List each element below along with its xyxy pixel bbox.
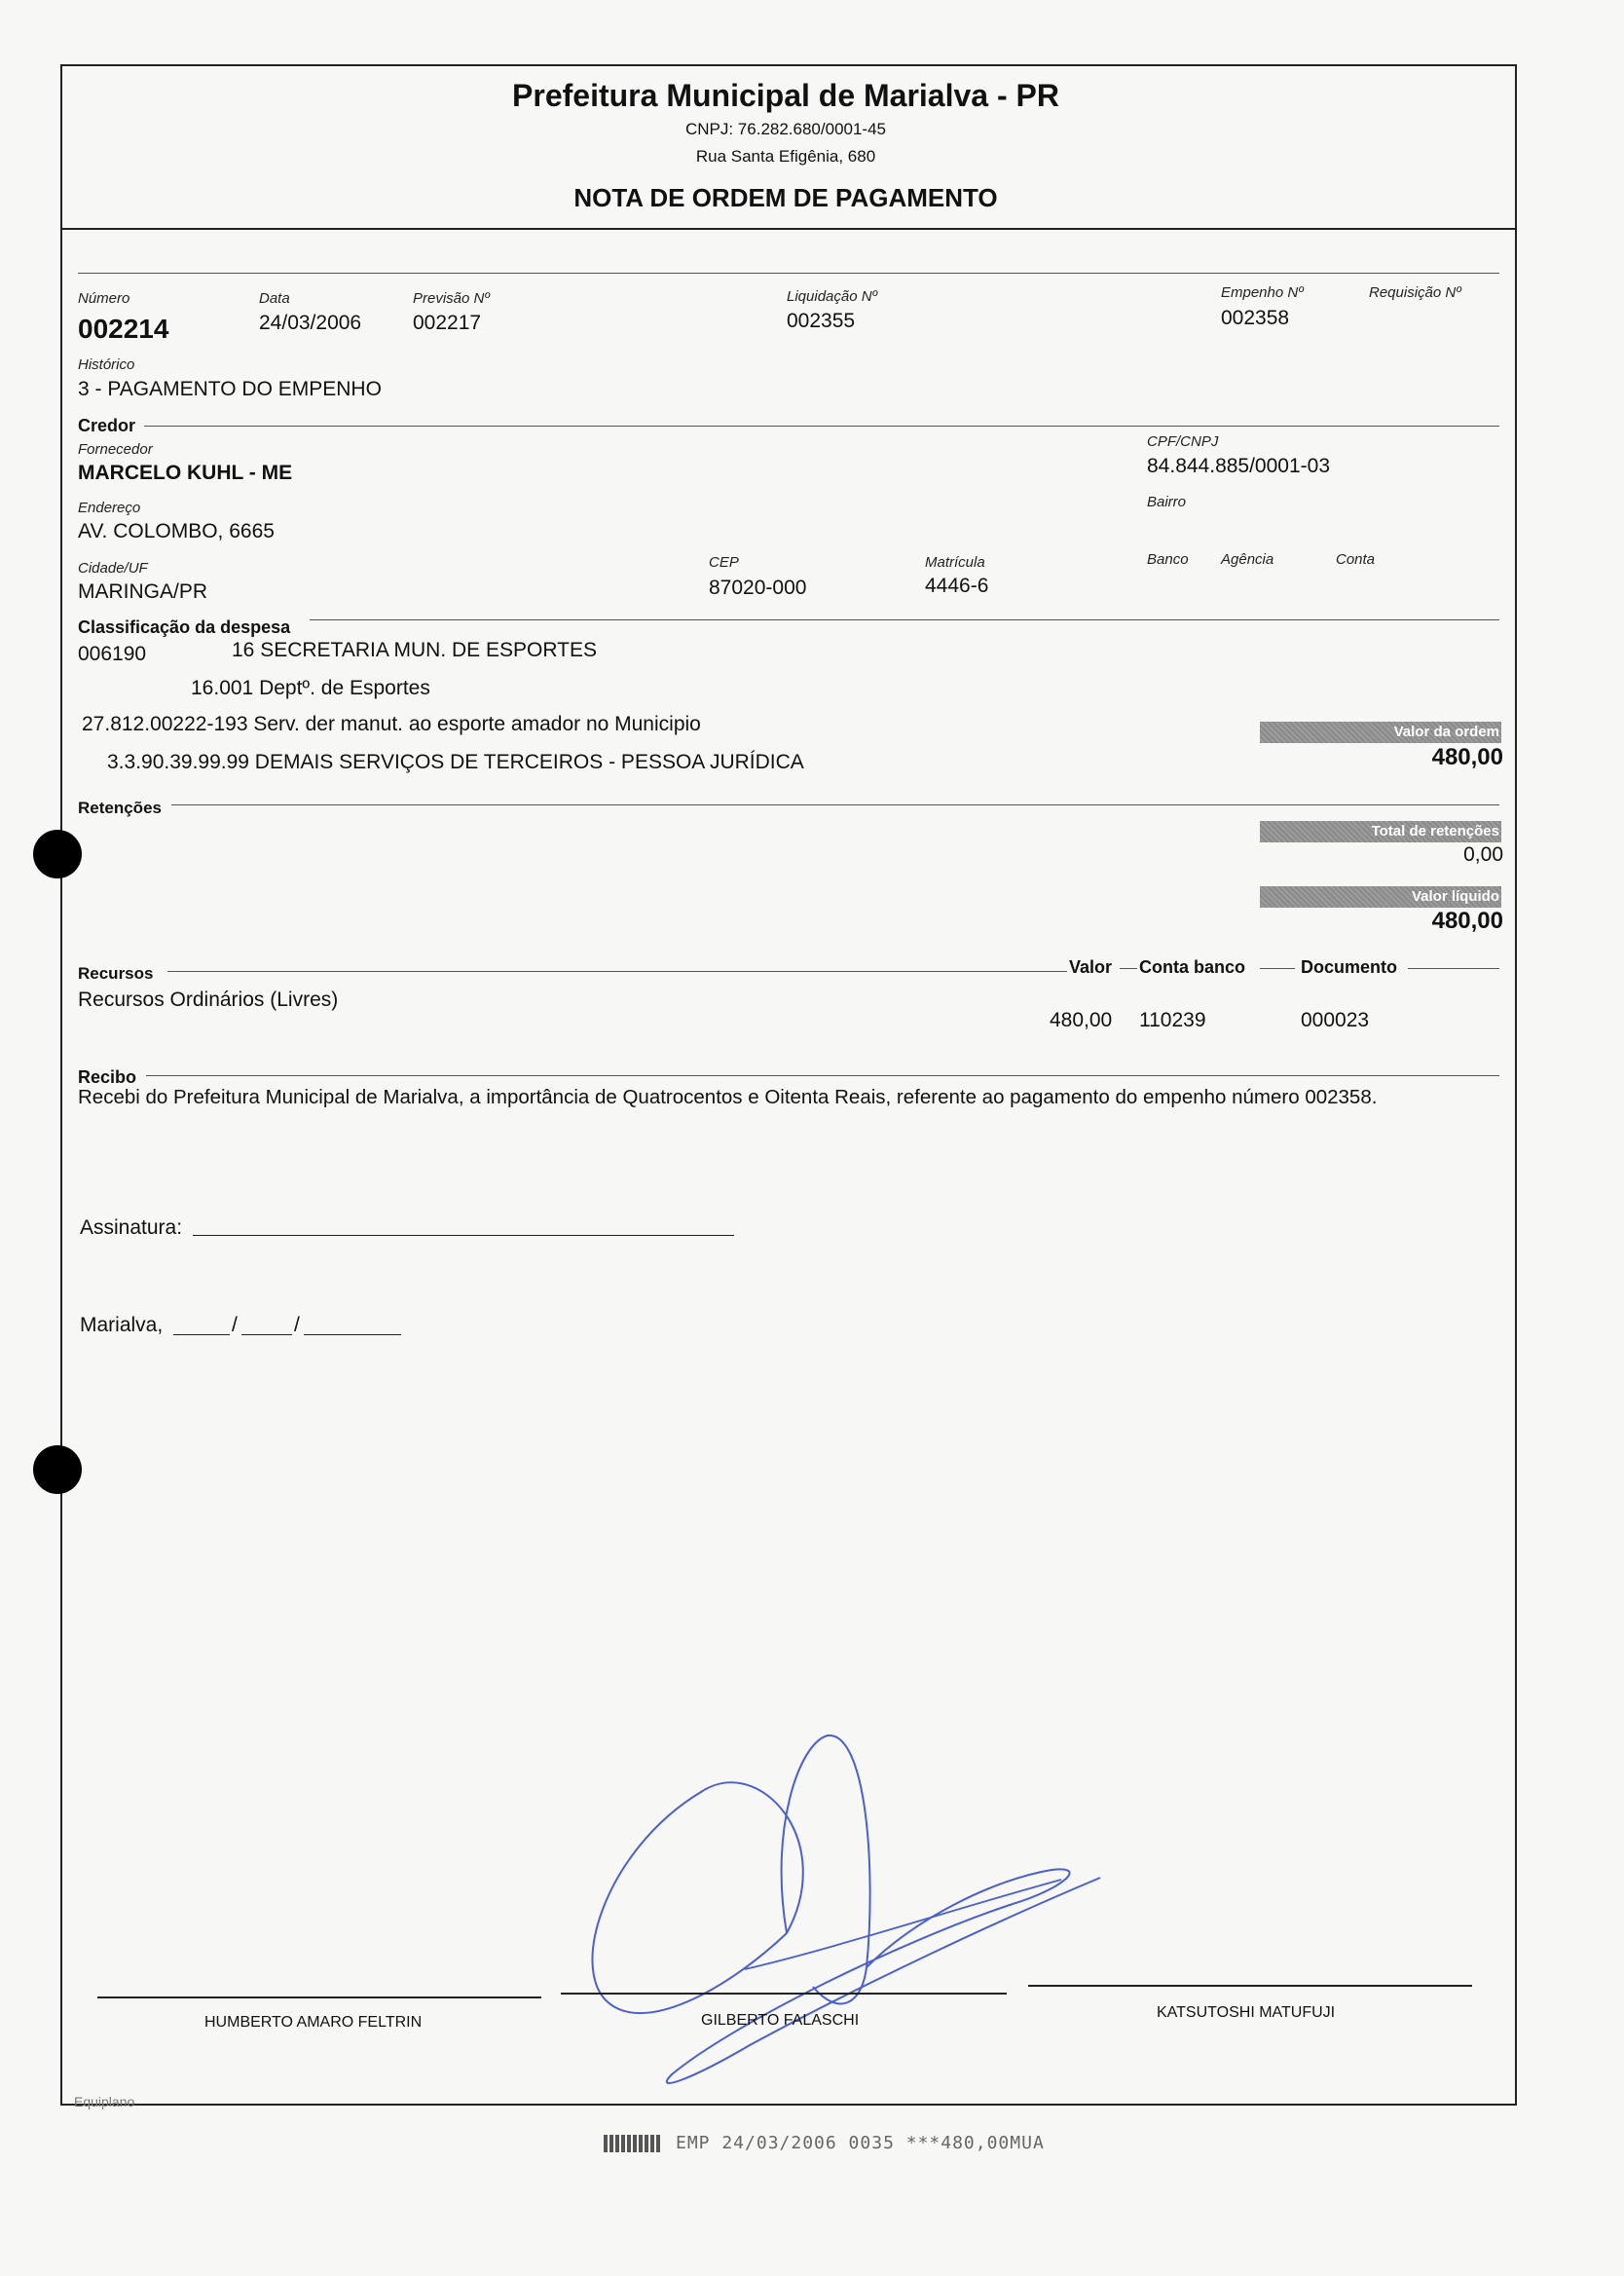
assinatura-line bbox=[193, 1235, 734, 1236]
recursos-fonte: Recursos Ordinários (Livres) bbox=[78, 989, 339, 1011]
matricula-label: Matrícula bbox=[925, 554, 985, 571]
numero-label: Número bbox=[78, 290, 130, 307]
local-label: Marialva, bbox=[80, 1314, 164, 1336]
requisicao-label: Requisição Nº bbox=[1369, 284, 1461, 301]
bank-logo-icon bbox=[604, 2135, 662, 2152]
recursos-documento-label: Documento bbox=[1301, 957, 1397, 977]
date-slash-1: / bbox=[232, 1314, 238, 1336]
recursos-conta: 110239 bbox=[1139, 1009, 1206, 1031]
banco-label: Banco bbox=[1147, 551, 1189, 568]
recursos-divider bbox=[167, 971, 1067, 972]
fornecedor-label: Fornecedor bbox=[78, 441, 153, 458]
classificacao-code: 006190 bbox=[78, 643, 147, 665]
cidade-label: Cidade/UF bbox=[78, 560, 148, 577]
stamp-text: EMP 24/03/2006 0035 ***480,00MUA bbox=[676, 2133, 1045, 2153]
cep-value: 87020-000 bbox=[709, 577, 807, 599]
historico-value: 3 - PAGAMENTO DO EMPENHO bbox=[78, 378, 382, 400]
recursos-valor-label: Valor bbox=[1069, 957, 1113, 977]
agencia-label: Agência bbox=[1221, 551, 1274, 568]
empenho-label: Empenho Nº bbox=[1221, 284, 1304, 301]
data-label: Data bbox=[259, 290, 290, 307]
total-retencoes-value: 0,00 bbox=[1463, 843, 1503, 866]
dept-value: 16.001 Deptº. de Esportes bbox=[191, 677, 430, 699]
recibo-divider bbox=[146, 1075, 1499, 1076]
date-blank-month bbox=[241, 1334, 292, 1335]
empenho-value: 002358 bbox=[1221, 307, 1290, 329]
date-slash-2: / bbox=[294, 1314, 300, 1336]
recibo-section-title: Recibo bbox=[78, 1067, 137, 1087]
bairro-label: Bairro bbox=[1147, 494, 1187, 510]
recursos-divider-3 bbox=[1260, 968, 1295, 969]
fornecedor-value: MARCELO KUHL - ME bbox=[78, 462, 293, 484]
signer-2-name: GILBERTO FALASCHI bbox=[701, 2012, 860, 2029]
retencoes-divider bbox=[171, 804, 1499, 805]
valor-liquido-label: Valor líquido bbox=[1260, 886, 1501, 908]
endereco-label: Endereço bbox=[78, 500, 141, 516]
signer-1-name: HUMBERTO AMARO FELTRIN bbox=[204, 2014, 423, 2031]
handwritten-signature bbox=[545, 1724, 1129, 2094]
credor-section-title: Credor bbox=[78, 416, 136, 435]
previsao-label: Previsão Nº bbox=[413, 290, 490, 307]
signature-line-3 bbox=[1028, 1985, 1472, 1987]
signature-line-1 bbox=[97, 1996, 541, 1998]
liquidacao-value: 002355 bbox=[787, 310, 856, 332]
punch-hole-top bbox=[33, 830, 82, 878]
document-type-title: NOTA DE ORDEM DE PAGAMENTO bbox=[573, 183, 998, 212]
cnpj-line: CNPJ: 76.282.680/0001-45 bbox=[684, 120, 887, 138]
recibo-text: Recebi do Prefeitura Municipal de Marialva, a importância de Quatrocentos e Oitenta Reais, referente ao pagamento do empenho número 002358. bbox=[78, 1086, 1378, 1108]
conta-label: Conta bbox=[1336, 551, 1376, 568]
equiplano-brand: Equiplano bbox=[74, 2094, 135, 2109]
cep-label: CEP bbox=[709, 554, 739, 571]
address-line: Rua Santa Efigênia, 680 bbox=[695, 147, 876, 166]
credor-divider bbox=[144, 426, 1499, 427]
punch-hole-bottom bbox=[33, 1445, 82, 1494]
cpf-label: CPF/CNPJ bbox=[1147, 433, 1219, 450]
date-blank-day bbox=[173, 1334, 230, 1335]
bank-stamp bbox=[604, 2133, 1045, 2153]
recursos-valor: 480,00 bbox=[1050, 1009, 1113, 1031]
valor-liquido-value: 480,00 bbox=[1431, 908, 1503, 934]
elemento-value: 3.3.90.39.99.99 DEMAIS SERVIÇOS DE TERCEIROS - PESSOA JURÍDICA bbox=[107, 751, 804, 773]
secretaria-value: 16 SECRETARIA MUN. DE ESPORTES bbox=[232, 639, 597, 661]
acao-value: 27.812.00222-193 Serv. der manut. ao esporte amador no Municipio bbox=[82, 713, 701, 735]
numero-value: 002214 bbox=[78, 314, 169, 344]
matricula-value: 4446-6 bbox=[925, 575, 989, 597]
previsao-value: 002217 bbox=[413, 312, 482, 334]
total-retencoes-label: Total de retenções bbox=[1260, 821, 1501, 842]
retencoes-section-title: Retenções bbox=[78, 799, 162, 817]
signature-line-2 bbox=[561, 1993, 1007, 1995]
classificacao-divider bbox=[310, 619, 1499, 620]
signer-3-name: KATSUTOSHI MATUFUJI bbox=[1157, 2004, 1336, 2021]
recursos-divider-2 bbox=[1120, 968, 1137, 969]
data-value: 24/03/2006 bbox=[259, 312, 362, 334]
assinatura-label: Assinatura: bbox=[80, 1216, 183, 1239]
classificacao-section-title: Classificação da despesa bbox=[78, 617, 291, 637]
page-title: Prefeitura Municipal de Marialva - PR bbox=[512, 78, 1059, 113]
recursos-section-title: Recursos bbox=[78, 964, 154, 983]
date-blank-year bbox=[304, 1334, 401, 1335]
liquidacao-label: Liquidação Nº bbox=[787, 288, 878, 305]
endereco-value: AV. COLOMBO, 6665 bbox=[78, 520, 275, 542]
recursos-conta-label: Conta banco bbox=[1139, 957, 1246, 977]
cidade-value: MARINGA/PR bbox=[78, 580, 208, 603]
historico-label: Histórico bbox=[78, 356, 135, 373]
header-divider bbox=[60, 228, 1517, 230]
valor-ordem-value: 480,00 bbox=[1431, 744, 1503, 770]
recursos-documento: 000023 bbox=[1301, 1009, 1370, 1031]
top-divider bbox=[78, 273, 1499, 274]
recursos-divider-4 bbox=[1408, 968, 1499, 969]
valor-ordem-label: Valor da ordem bbox=[1260, 722, 1501, 743]
cpf-value: 84.844.885/0001-03 bbox=[1147, 455, 1331, 477]
